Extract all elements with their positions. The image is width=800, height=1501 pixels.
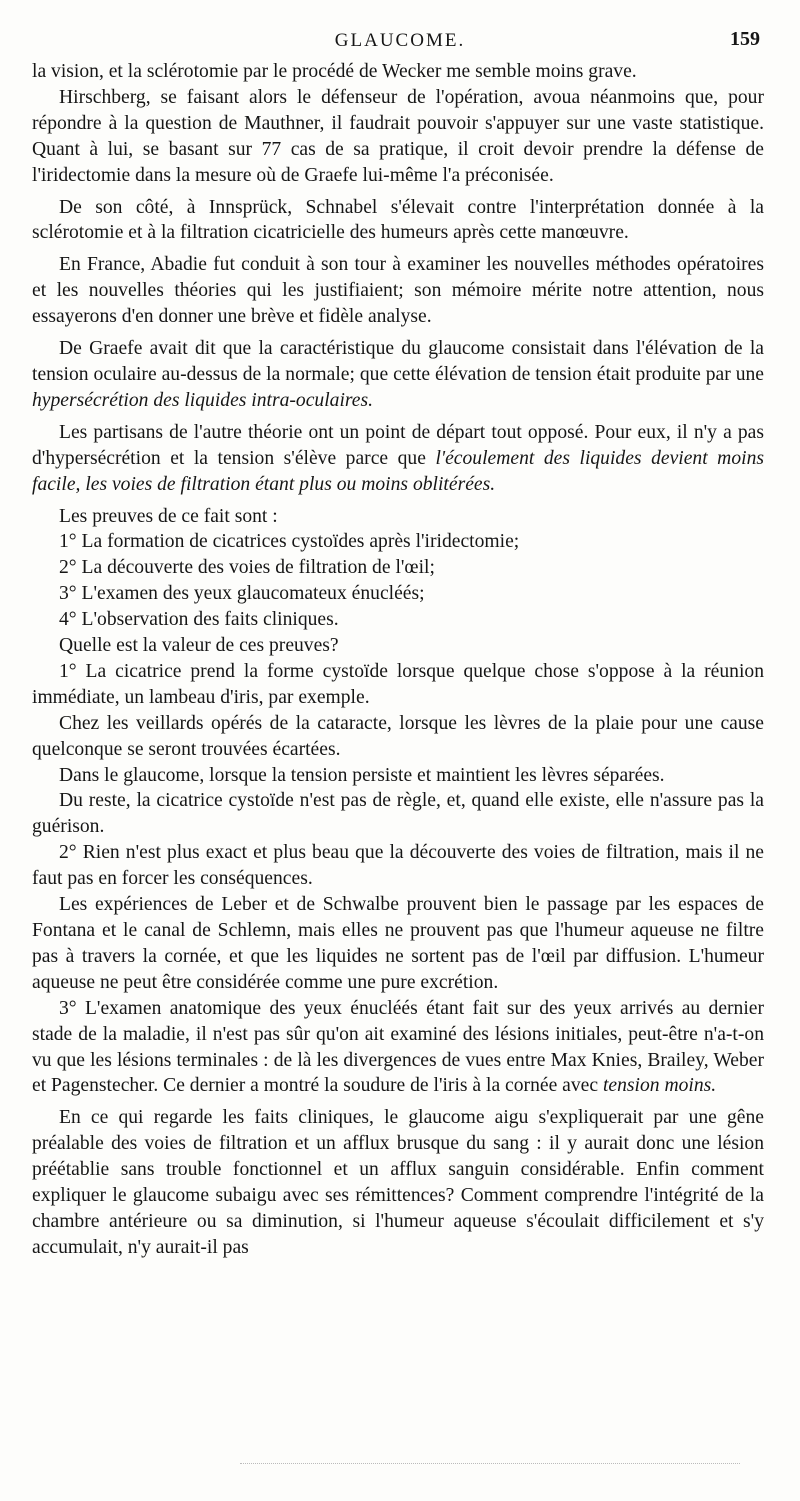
list-item: 2° La découverte des voies de filtration de l'œil;	[59, 557, 435, 579]
paragraph: Quelle est la valeur de ces preuves?	[59, 635, 339, 657]
paragraph: 1° La cicatrice prend la forme cystoïde lorsque quelque chose s'oppose à la réunion immédiate, un lambeau d'iris, par exemple.	[32, 660, 764, 708]
paragraph: Dans le glaucome, lorsque la tension persiste et maintient les lèvres séparées.	[59, 764, 665, 786]
paragraph: Du reste, la cicatrice cystoïde n'est pas de règle, et, quand elle existe, elle n'assure pas la guérison.	[32, 790, 764, 838]
paragraph-text: 3° L'examen anatomique des yeux énucléés étant fait sur des yeux arrivés au dernier stade de la maladie, il n'est pas sûr qu'on ait examiné des lésions initiales, peut-être n'a-t-on vu que les lésions terminales : de là les divergences de vues entre Max Knies, Brailey, Weber et Pagenstecher. Ce dernier a montré la soudure de l'iris à la cornée avec	[32, 997, 764, 1097]
running-head: GLAUCOME.	[334, 30, 466, 51]
paragraph: Les expériences de Leber et de Schwalbe prouvent bien le passage par les espaces de Fontana et le canal de Schlemn, mais elles ne prouvent pas que l'humeur aqueuse ne filtre pas à travers la cornée, et que les liquides ne sortent pas de l'œil par diffusion. L'humeur aqueuse ne peut être considérée comme une pure excrétion.	[32, 894, 764, 993]
paragraph: Hirschberg, se faisant alors le défenseur de l'opération, avoua néanmoins que, pour répondre à la question de Mauthner, il faudrait pouvoir s'appuyer sur une vaste statistique. Quant à lui, se basant sur 77 cas de sa pratique, il croit devoir prendre la défense de l'iridectomie dans la mesure où de Graefe lui-même l'a préconisée.	[32, 86, 764, 186]
paragraph: En France, Abadie fut conduit à son tour à examiner les nouvelles méthodes opératoires et les nouvelles théories qui les justifiaient; son mémoire mérite notre attention, nous essayerons d'en donner une brève et fidèle analyse.	[32, 254, 764, 328]
evidence-list	[32, 529, 764, 633]
paragraph: De son côté, à Innsprück, Schnabel s'élevait contre l'interprétation donnée à la sclérotomie et à la filtration cicatricielle des humeurs après cette manœuvre.	[32, 196, 764, 244]
paragraph-text: De Graefe avait dit que la caractéristique du glaucome consistait dans l'élévation de la tension oculaire au-dessus de la normale; que cette élévation de tension était produite par une	[32, 338, 764, 385]
list-item: 1° La formation de cicatrices cystoïdes après l'iridectomie;	[59, 531, 520, 553]
paragraph: 2° Rien n'est plus exact et plus beau que la découverte des voies de filtration, mais il ne faut pas en forcer les conséquences.	[32, 842, 764, 890]
paragraph: En ce qui regarde les faits cliniques, le glaucome aigu s'expliquerait par une gêne préalable des voies de filtration et un afflux brusque du sang : il y aurait donc une lésion préétablie sans trouble fonctionnel et un afflux sanguin considérable. Enfin comment expliquer le glaucome subaigu avec ses rémittences? Comment comprendre l'intégrité de la chambre antérieure ou sa diminution, si l'humeur aqueuse s'écoulait difficilement et s'y accumulait, n'y aurait-il pas	[32, 1107, 764, 1258]
paragraph	[32, 420, 764, 498]
list-item: 3° L'examen des yeux glaucomateux énucléés;	[59, 583, 425, 605]
body-text	[32, 59, 764, 1261]
page-number: 159	[730, 28, 760, 50]
paragraph: Les preuves de ce fait sont :	[59, 505, 278, 527]
paragraph	[32, 336, 764, 414]
paragraph-text: Les partisans de l'autre théorie ont un point de départ tout opposé. Pour eux, il n'y a pas d'hypersécrétion et la tension s'élève parce que	[32, 421, 764, 469]
paragraph: Chez les veillards opérés de la cataracte, lorsque les lèvres de la plaie pour une cause quelconque se seront trouvées écartées.	[32, 712, 764, 760]
emphasis-text: tension moins.	[602, 1075, 717, 1097]
paragraph: la vision, et la sclérotomie par le procédé de Wecker me semble moins grave.	[32, 61, 637, 82]
emphasis-text: hypersécrétion des liquides intra-oculaires.	[32, 389, 374, 411]
emphasis-text: l'écoulement des liquides devient moins facile, les voies de filtration étant plus ou moins oblitérées.	[32, 447, 764, 495]
paragraph	[32, 996, 764, 1100]
bottom-print-artifact	[240, 1463, 740, 1464]
list-item: 4° L'observation des faits cliniques.	[59, 609, 339, 631]
